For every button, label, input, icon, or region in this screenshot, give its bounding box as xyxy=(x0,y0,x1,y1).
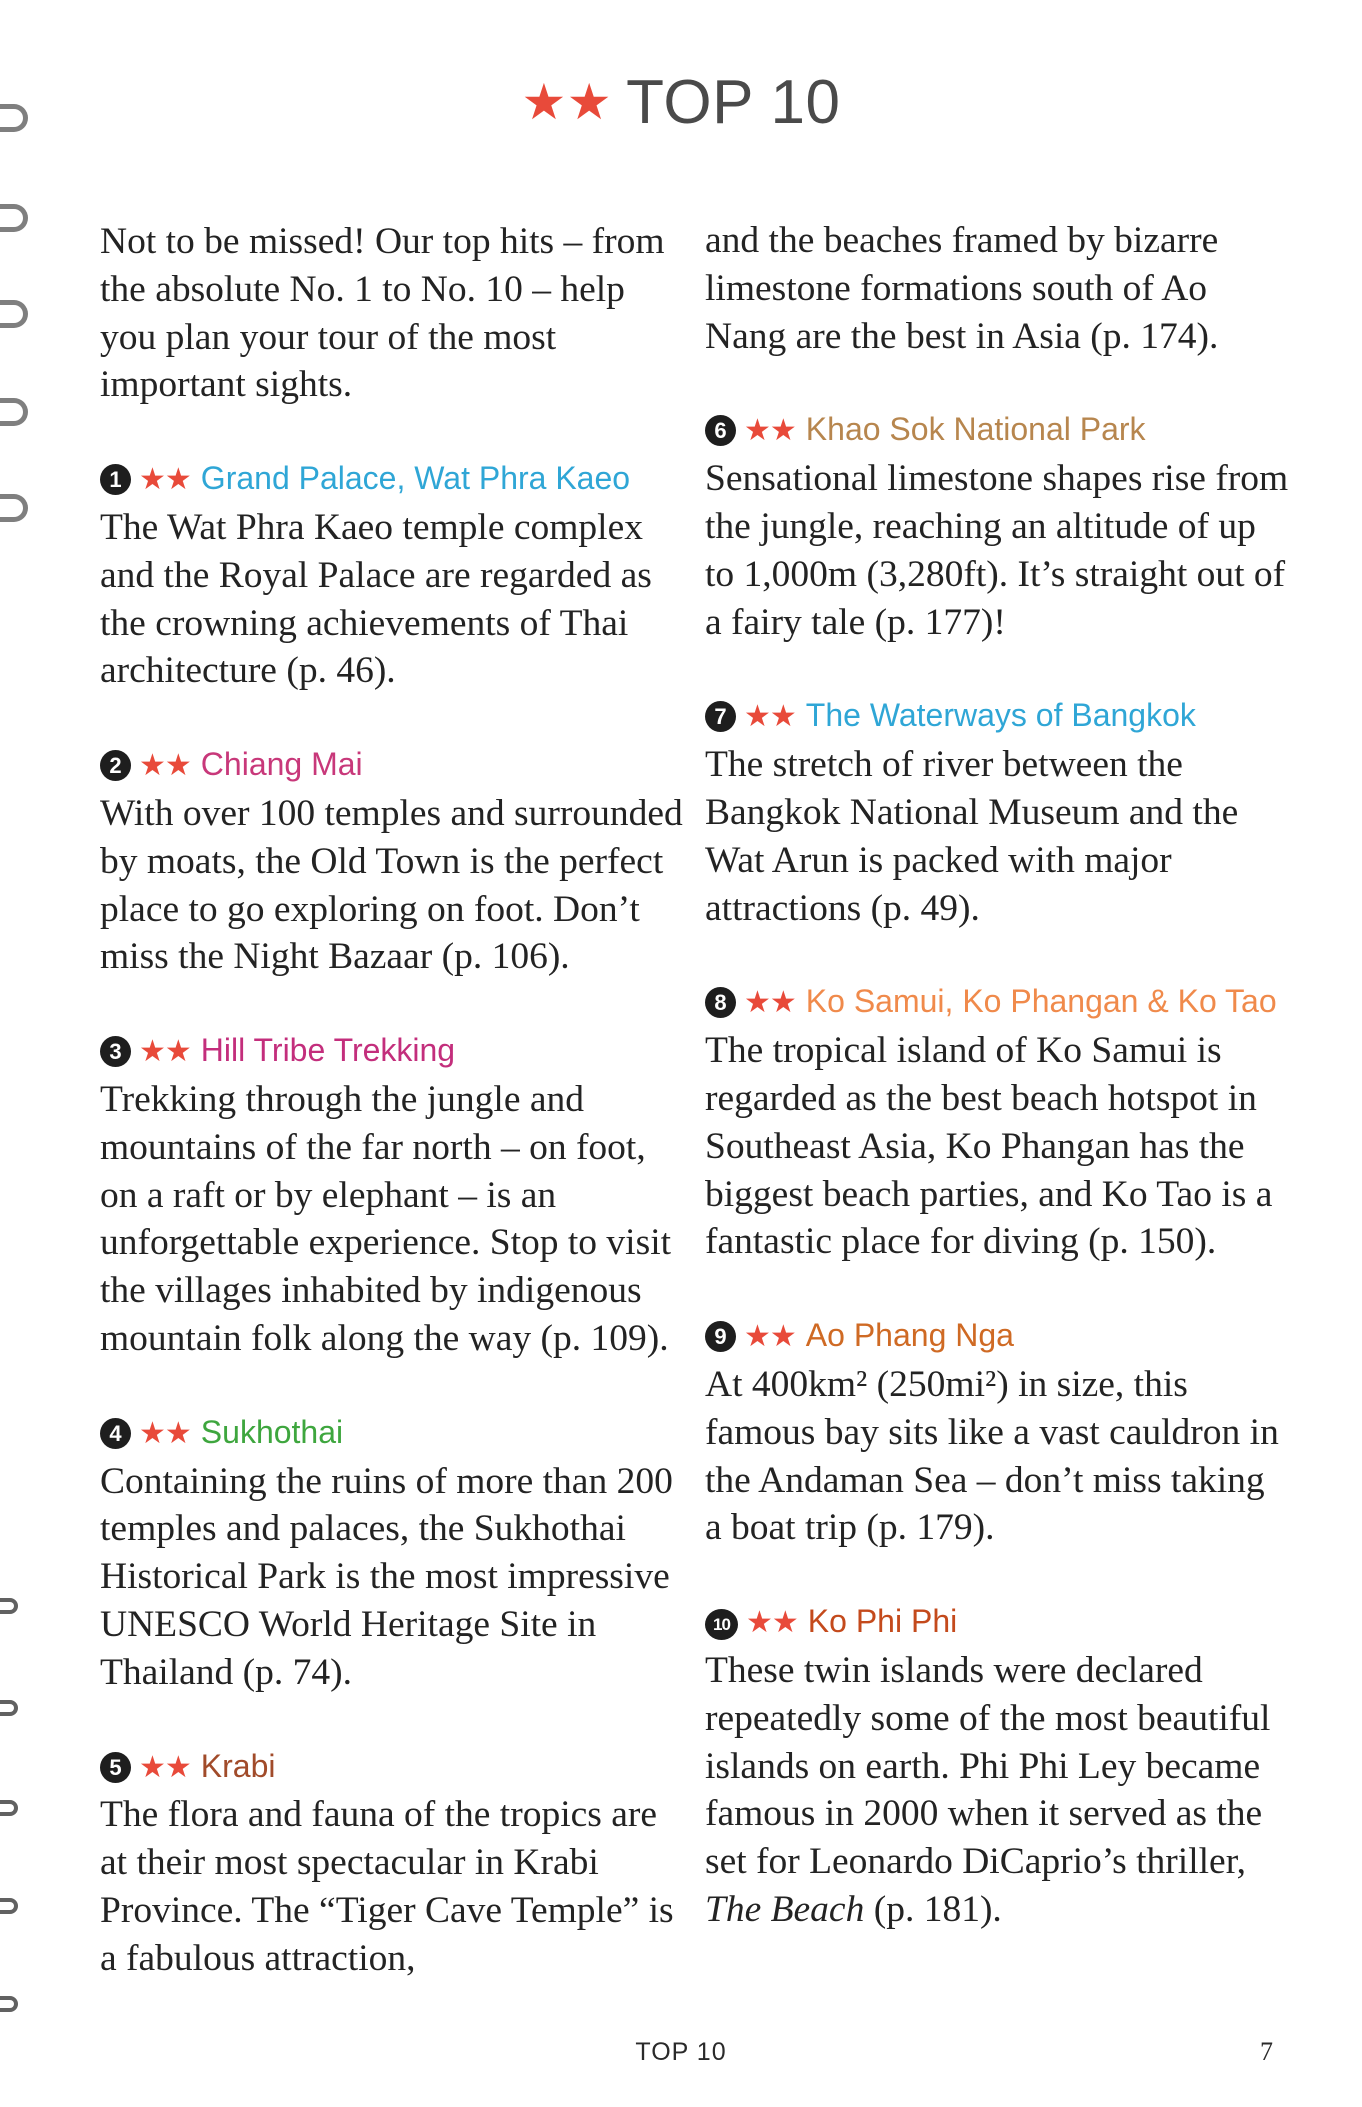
entry-description: The flora and fauna of the tropics are at their most spectacular in Krabi Province. The “Tiger Cave Temple” is a fabulous attraction, xyxy=(100,1794,674,1979)
entry-title: Grand Palace, Wat Phra Kaeo xyxy=(200,460,631,497)
entry-title: Ko Phi Phi xyxy=(807,1603,958,1640)
entry-title: Chiang Mai xyxy=(200,746,363,783)
page-reference: (p. 181). xyxy=(873,1888,1002,1930)
entry-number-badge: 3 xyxy=(100,1036,131,1067)
entry-heading xyxy=(100,455,685,504)
binder-ring-mark xyxy=(0,300,28,328)
entry-description: Sensational limestone shapes rise from the jungle, reaching an altitude of up to 1,000m (3,280ft). It’s straight out of a fairy tale (p. 177)! xyxy=(705,458,1289,643)
star-rating-icon: ★★ xyxy=(139,1750,191,1784)
top10-entry-5 xyxy=(100,1743,685,1983)
entry-number-badge: 7 xyxy=(705,701,736,732)
entry-heading xyxy=(100,1409,685,1458)
entry-description xyxy=(705,1647,1290,1934)
entry-description: The Wat Phra Kaeo temple complex and the Royal Palace are regarded as the crowning achievements of Thai architecture (p. 46). xyxy=(100,506,652,692)
binder-ring-mark xyxy=(0,1598,18,1614)
entry-number-badge: 4 xyxy=(100,1418,131,1449)
entry-number-badge: 6 xyxy=(705,415,736,446)
entry-description: At 400km² (250mi²) in size, this famous bay sits like a vast cauldron in the Andaman Sea – don’t miss taking a boat trip (p. 179). xyxy=(705,1363,1279,1549)
entry-heading xyxy=(705,692,1290,741)
star-rating-icon: ★★ xyxy=(746,1606,798,1640)
top10-entry-4 xyxy=(100,1409,685,1697)
intro-text: Not to be missed! Our top hits – from the absolute No. 1 to No. 10 – help you plan your tour of the most important sights. xyxy=(100,221,665,406)
running-footer: TOP 10 xyxy=(635,2038,727,2066)
entry-title: Krabi xyxy=(200,1747,276,1784)
entry-number-badge: 5 xyxy=(100,1752,131,1783)
entry-description-continued: and the beaches framed by bizarre limestone formations south of Ao Nang are the best in Asia (p. 174). xyxy=(705,220,1219,357)
top10-entry-3 xyxy=(100,1027,685,1363)
entry-title: The Waterways of Bangkok xyxy=(805,697,1196,734)
binder-ring-mark xyxy=(0,1898,18,1914)
binder-ring-mark xyxy=(0,1996,18,2012)
star-rating-icon: ★★ xyxy=(521,74,613,130)
entry-heading xyxy=(705,406,1290,455)
entry-description: The stretch of river between the Bangkok National Museum and the Wat Arun is packed with major attractions (p. 49). xyxy=(705,744,1239,929)
top10-entry-7 xyxy=(705,692,1290,932)
binder-ring-mark xyxy=(0,1800,18,1816)
right-column xyxy=(705,217,1290,1934)
entry-description-text: These twin islands were declared repeatedly some of the most beautiful islands on earth. Phi Phi Ley became famous in 2000 when it served as the set for Leonardo DiCaprio’s thriller, xyxy=(705,1649,1271,1883)
entry-description: With over 100 temples and surrounded by moats, the Old Town is the perfect place to go exploring on foot. Don’t miss the Night Bazaar (p. 106). xyxy=(100,792,683,978)
entry-heading xyxy=(100,1743,685,1792)
entry-number-badge: 1 xyxy=(100,464,131,495)
top10-entry-6 xyxy=(705,406,1290,646)
page-number: 7 xyxy=(1260,2037,1273,2066)
entry-title: Hill Tribe Trekking xyxy=(200,1032,456,1069)
binder-ring-mark xyxy=(0,204,28,232)
star-rating-icon: ★★ xyxy=(139,1416,191,1450)
left-column xyxy=(100,218,685,1983)
star-rating-icon: ★★ xyxy=(744,414,796,448)
entry-heading xyxy=(100,741,685,790)
entry-description: Containing the ruins of more than 200 temples and palaces, the Sukhothai Historical Park is the most impressive UNESCO World Heritage Site in Thailand (p. 74). xyxy=(100,1460,673,1693)
binder-ring-mark xyxy=(0,1700,18,1716)
entry-number-badge: 8 xyxy=(705,987,736,1018)
entry-title: Ko Samui, Ko Phangan & Ko Tao xyxy=(805,983,1277,1020)
top10-entry-10 xyxy=(705,1598,1290,1934)
entry-number-badge: 9 xyxy=(705,1321,736,1352)
entry-title: Khao Sok National Park xyxy=(805,411,1146,448)
top10-entry-8 xyxy=(705,978,1290,1266)
entry-description: The tropical island of Ko Samui is regarded as the best beach hotspot in Southeast Asia, Ko Phangan has the biggest beach parties, and Ko Tao is a fantastic place for diving (p. 150). xyxy=(705,1030,1273,1263)
top10-entry-2 xyxy=(100,741,685,981)
entry-title: Sukhothai xyxy=(200,1413,344,1450)
entry-number-badge: 10 xyxy=(705,1609,738,1640)
page-title-text: TOP 10 xyxy=(626,68,841,137)
entry-title: Ao Phang Nga xyxy=(805,1317,1014,1354)
page-title xyxy=(0,68,1362,137)
entry-heading xyxy=(705,1312,1290,1361)
entry-heading xyxy=(705,1598,1290,1647)
star-rating-icon: ★★ xyxy=(139,1035,191,1069)
star-rating-icon: ★★ xyxy=(744,1320,796,1354)
film-title: The Beach xyxy=(705,1888,865,1930)
entry-description: Trekking through the jungle and mountains of the far north – on foot, on a raft or by elephant – is an unforgettable experience. Stop to visit the villages inhabited by indigenous mountain folk along the way (p. 109). xyxy=(100,1078,672,1359)
star-rating-icon: ★★ xyxy=(139,463,191,497)
binder-ring-mark xyxy=(0,494,28,522)
top10-entry-1 xyxy=(100,455,685,695)
star-rating-icon: ★★ xyxy=(744,986,796,1020)
entry-heading xyxy=(100,1027,685,1076)
entry-number-badge: 2 xyxy=(100,750,131,781)
star-rating-icon: ★★ xyxy=(139,749,191,783)
star-rating-icon: ★★ xyxy=(744,700,796,734)
binder-ring-mark xyxy=(0,398,28,426)
entry-heading xyxy=(705,978,1290,1027)
top10-entry-9 xyxy=(705,1312,1290,1552)
